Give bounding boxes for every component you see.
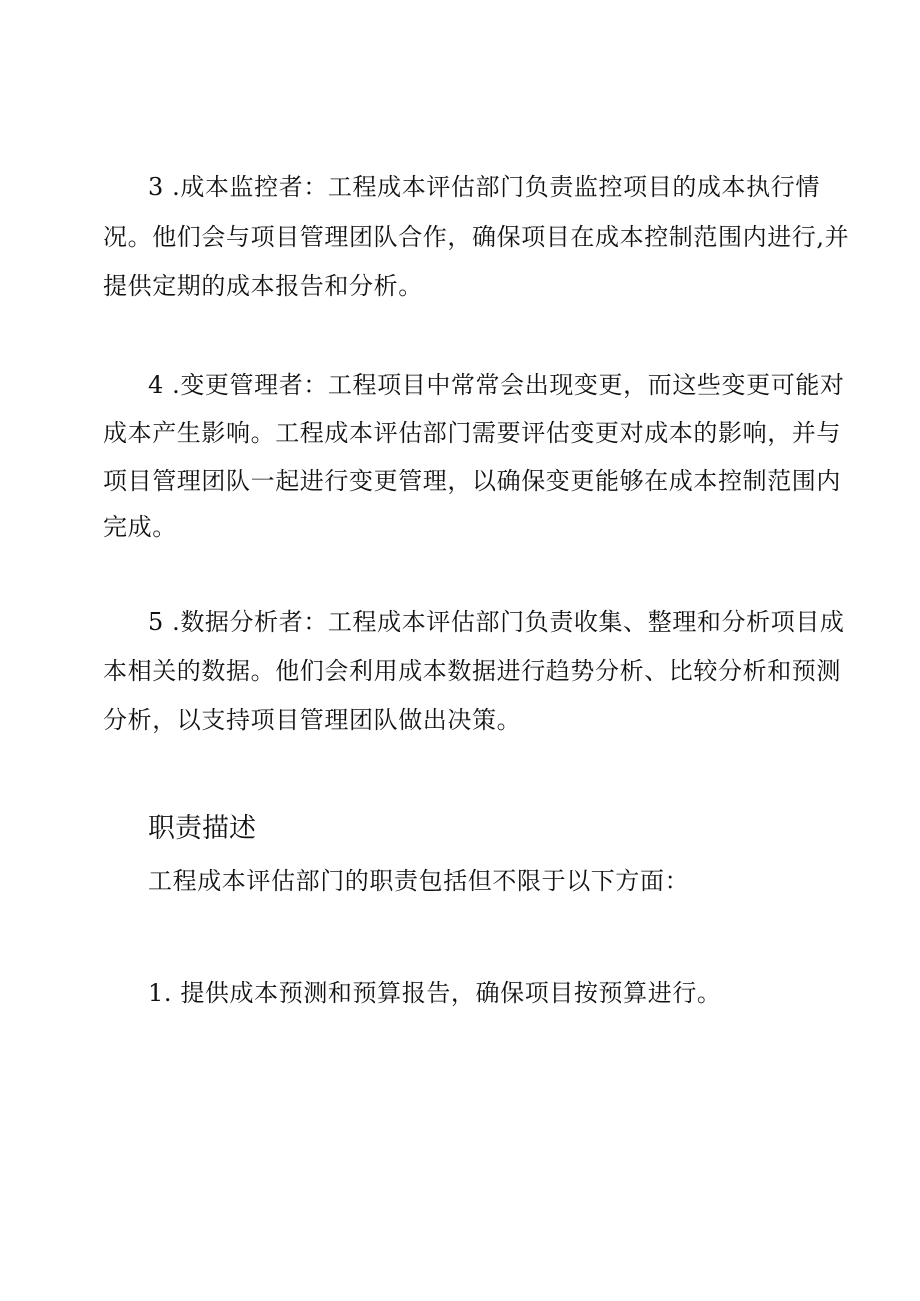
paragraph-line: 3 .成本监控者：工程成本评估部门负责监控项目的成本执行情 <box>148 173 820 201</box>
paragraph-line: 况。他们会与项目管理团队合作，确保项目在成本控制范围内进行,并 <box>103 223 850 251</box>
paragraph-line: 提供定期的成本报告和分析。 <box>103 272 423 300</box>
section-intro: 工程成本评估部门的职责包括但不限于以下方面： <box>148 867 690 895</box>
paragraph-line: 项目管理团队一起进行变更管理，以确保变更能够在成本控制范围内 <box>103 467 841 495</box>
paragraph-line: 5 .数据分析者：工程成本评估部门负责收集、整理和分析项目成 <box>148 608 845 636</box>
paragraph-line: 分析，以支持项目管理团队做出决策。 <box>103 706 522 734</box>
list-item: 1. 提供成本预测和预算报告，确保项目按预算进行。 <box>148 979 722 1007</box>
paragraph-line: 完成。 <box>103 513 177 541</box>
paragraph-line: 成本产生影响。工程成本评估部门需要评估变更对成本的影响，并与 <box>103 419 841 447</box>
paragraph-line: 4 .变更管理者：工程项目中常常会出现变更，而这些变更可能对 <box>148 371 845 399</box>
paragraph-line: 本相关的数据。他们会利用成本数据进行趋势分析、比较分析和预测 <box>103 657 841 685</box>
section-heading: 职责描述 <box>148 813 256 844</box>
